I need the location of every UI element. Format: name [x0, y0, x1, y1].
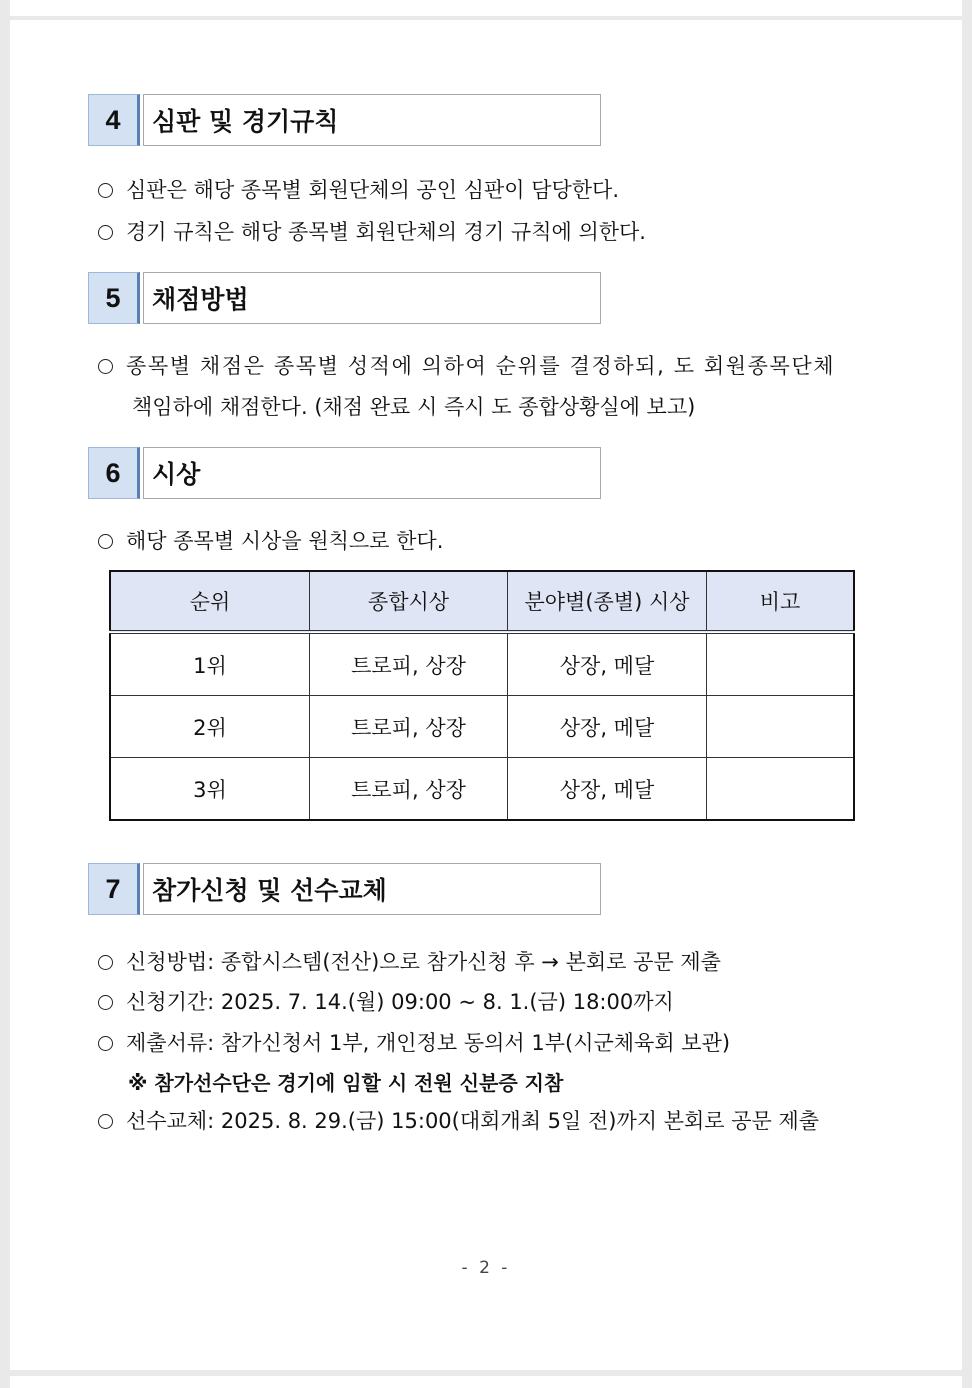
circle-bullet-icon	[98, 225, 113, 240]
table-cell: 1위	[110, 632, 310, 696]
table-cell: 상장, 메달	[508, 696, 707, 758]
table-row	[110, 758, 854, 821]
list-item: 심판은 해당 종목별 회원단체의 공인 심판이 담당한다.	[98, 174, 619, 204]
list-item: 종목별 채점은 종목별 성적에 의하여 순위를 결정하되, 도 회원종목단체	[98, 350, 835, 380]
table-cell	[707, 632, 855, 696]
table-row	[110, 696, 854, 758]
table-header-cell: 종합시상	[310, 571, 508, 632]
section-title: 채점방법	[143, 272, 601, 324]
section-title: 참가신청 및 선수교체	[143, 863, 601, 915]
table-cell: 3위	[110, 758, 310, 821]
section-title: 시상	[143, 447, 601, 499]
section-7-heading	[88, 863, 602, 917]
table-cell	[707, 696, 855, 758]
table-cell	[707, 758, 855, 821]
section-number: 6	[88, 447, 140, 499]
note: ※ 참가선수단은 경기에 임할 시 전원 신분증 지참	[128, 1071, 564, 1095]
list-item: 신청방법: 종합시스템(전산)으로 참가신청 후 → 본회로 공문 제출	[98, 946, 721, 976]
table-header-cell: 비고	[707, 571, 855, 632]
section-4-heading	[88, 94, 602, 148]
list-item: 제출서류: 참가신청서 1부, 개인정보 동의서 1부(시군체육회 보관)	[98, 1027, 730, 1057]
section-5-heading	[88, 272, 602, 326]
document-page	[10, 20, 962, 1370]
table-row	[110, 632, 854, 696]
list-item-continuation: 책임하에 채점한다. (채점 완료 시 즉시 도 종합상황실에 보고)	[132, 395, 696, 419]
table-header-cell: 분야별(종별) 시상	[508, 571, 707, 632]
table-cell: 상장, 메달	[508, 632, 707, 696]
circle-bullet-icon	[98, 1114, 113, 1129]
previous-page-edge	[10, 0, 962, 16]
table-cell: 2위	[110, 696, 310, 758]
table-cell: 상장, 메달	[508, 758, 707, 821]
list-item: 경기 규칙은 해당 종목별 회원단체의 경기 규칙에 의한다.	[98, 216, 646, 246]
table-cell: 트로피, 상장	[310, 632, 508, 696]
section-6-heading	[88, 447, 602, 501]
section-number: 4	[88, 94, 140, 146]
circle-bullet-icon	[98, 359, 113, 374]
table-header-row	[110, 571, 854, 632]
section-number: 7	[88, 863, 140, 915]
list-item: 해당 종목별 시상을 원칙으로 한다.	[98, 525, 443, 555]
circle-bullet-icon	[98, 183, 113, 198]
table-cell: 트로피, 상장	[310, 696, 508, 758]
award-table	[109, 570, 855, 821]
circle-bullet-icon	[98, 995, 113, 1010]
circle-bullet-icon	[98, 534, 113, 549]
list-item: 신청기간: 2025. 7. 14.(월) 09:00 ~ 8. 1.(금) 18:00까지	[98, 986, 674, 1016]
page-number: - 2 -	[461, 1258, 511, 1278]
circle-bullet-icon	[98, 1036, 113, 1051]
section-number: 5	[88, 272, 140, 324]
next-page-edge	[10, 1376, 962, 1388]
circle-bullet-icon	[98, 955, 113, 970]
table-header-cell: 순위	[110, 571, 310, 632]
table-cell: 트로피, 상장	[310, 758, 508, 821]
list-item: 선수교체: 2025. 8. 29.(금) 15:00(대회개최 5일 전)까지 본회로 공문 제출	[98, 1105, 819, 1135]
section-title: 심판 및 경기규칙	[143, 94, 601, 146]
